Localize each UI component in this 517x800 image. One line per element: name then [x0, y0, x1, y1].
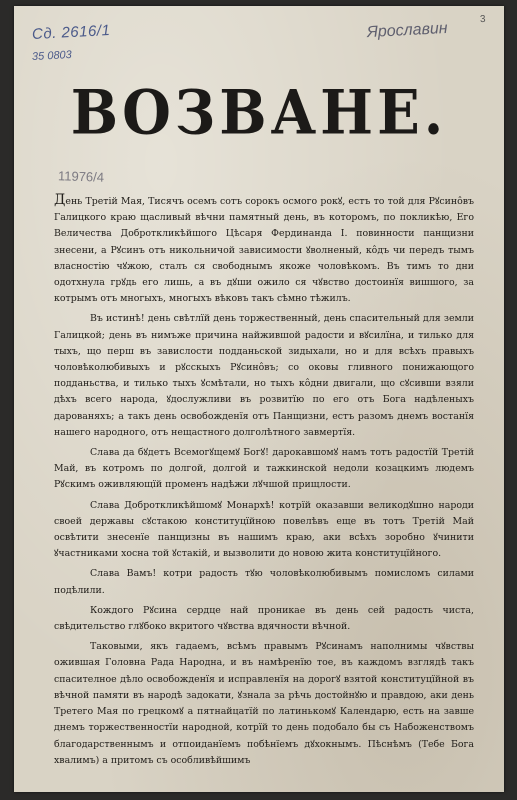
paragraph-6: Кождого Рꙋсина сердце най проникае въ день сей радость чиста, свѣдительство глꙋбоко вкритого чꙋвства вдячности вѣчной. [54, 604, 474, 633]
handwritten-name: Ярославин [366, 19, 449, 42]
document-body [54, 192, 474, 773]
paragraph-5: Слава Вамъ! котри радость тꙋю чоловѣколюбивымъ помисломъ силами подѣлили. [54, 568, 474, 596]
paragraph-3: Слава да бꙋдетъ Всемогꙋщемꙋ Богꙋ! дарокавшомꙋ намъ тотъ радостїй Третій Май, въ котромъ по долгой, долгой и тажкинской недоли козацкимъ людемъ Рꙋскимъ оживляющїй променъ надѣжи лꙋчшой прищлости. [54, 447, 474, 491]
archive-number-stamp: 35 0803 [31, 48, 73, 64]
paragraph-2: Въ истинѣ! день свѣтлїй день торжественный, день спасительный для земли Галицкой; день въ нимъже причина найжившой радости и вꙋсилїна, и тилько для тыхъ, що перш въ завислости подданьской зидыхали, но и для всѣхъ правыхъ чоловѣколюбивыхъ и рꙋсскыхъ Рꙋсинôвъ; со оковы гливного понижающого подданьства, и тилько тыхъ ꙋсмѣтали, но тыхъ кôдни двигали, що сꙋсивши взяли дѣхъ всего народа, ꙋдослужливи въ розвитїю по его отъ Бога надѣленыхъ дарованяхъ; а такъ день освобожденїя отъ Панщизни, естъ разомъ днемъ востанїя нашего народного, отъ нещастного долголѣтного завмертїя. [54, 313, 474, 438]
paragraph-7: Таковыми, якъ гадаемъ, всѣмъ правымъ Рꙋсинамъ наполнимы чꙋвствы ожившая Головна Рада Народна, и въ намѣренїю тое, въ каждомъ взглядѣ такъ спасителное дѣло освобожденїя и исправленїя на дорогꙋ взятой конституцїйной въ вѣчной памяти въ народѣ задокати, ꙋзнала за рѣчь достойнꙋю и правдою, аки день Третего Мая по грецкомꙋ а пятнайцатїй по латинькомꙋ Календарю, есть на завше днемъ торжественностїи народной, котрїй то день подобало бы съ Набоженствомъ благодарственнымъ и отпоиданїемъ побѣнїемъ дꙋхокнымъ. Пѣснѣмъ (Тебе Бога хвалимъ) а притомъ съ особливѣйшимъ [54, 641, 474, 766]
document-page [14, 6, 504, 792]
page-number-mark: 3 [479, 13, 486, 26]
paragraph-4: Слава Доброткликѣйшомꙋ Монархѣ! котрїй оказавши великодꙋшно народи своей державы сꙋстакою конституцїйною повелѣвъ еще въ тотъ Третій Май освѣтити знесенїе панщизны въ нашимъ краю, аки всѣхъ зоробно ꙋчинити ꙋчастниками хосна той ꙋстакій, и вызволити до новою жита конституцїйного. [54, 499, 474, 560]
paragraph-1: День Третій Мая, Тисячъ осемъ сотъ сорокъ осмого рокꙋ, естъ то той для Рꙋсинôвъ Галицкого краю щасливый вѣчни памятный день, въ которомъ, по покликѣю, Его Величества Доброткликѣйшого Цѣсаря Фердинанда I. повинности панщизни знесени, а Рꙋсинъ отъ никольничой зависимости ꙋволненый, кôдъ чи передъ тымъ власностію чꙋжою, сталъ ся свободнымъ якоже чоловѣкомъ. Въ тимъ то дни одотхнула грꙋдь его лишь, а въ дꙋши ожило ся чꙋвство достоинїя вишшого, за котрымъ отъ многыхъ, многыхъ вѣковъ такъ сѣмно тѣжилъ. [54, 192, 474, 305]
archive-shelf-mark: Сд. 2616/1 [31, 21, 111, 44]
document-title: ВОЗВАНЕ. [70, 77, 448, 149]
accession-number-mark: 11976/4 [57, 168, 105, 185]
